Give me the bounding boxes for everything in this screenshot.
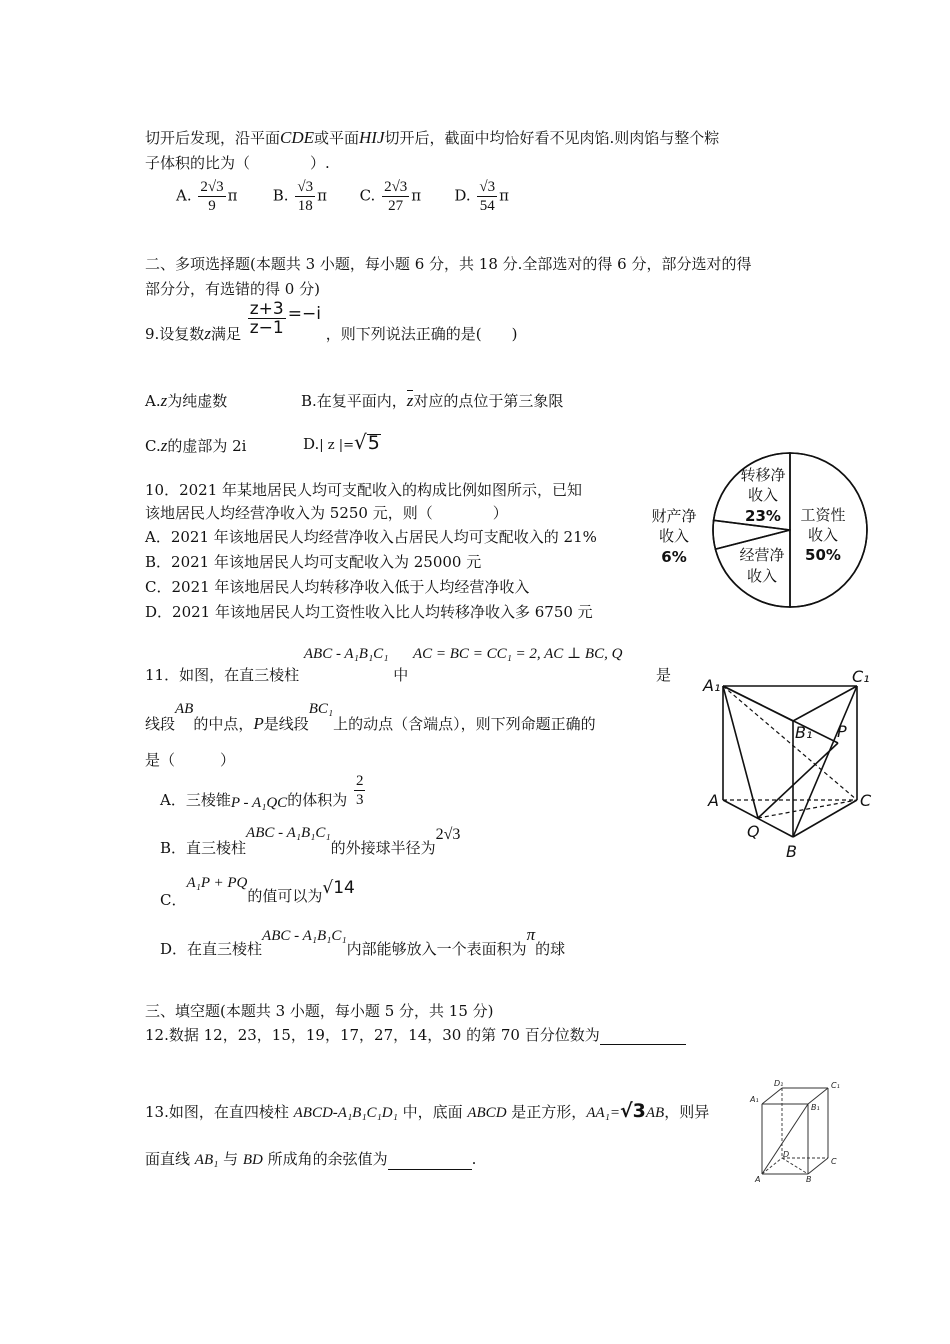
q10-stem-cont: 该地居民人均经营净收入为 5250 元，则（ ） [145, 504, 508, 522]
label-wage-2: 收入 [807, 526, 839, 544]
label-a1: A₁ [750, 1095, 759, 1104]
q9-option-c[interactable]: C.z的虚部为 2i [145, 436, 247, 455]
label-d1: D₁ [774, 1079, 784, 1088]
q8-option-a[interactable]: A. $\frac{2√3}{9}$ π [176, 179, 238, 214]
section2-heading: 二、多项选择题(本题共 3 小题，每小题 6 分，共 18 分.全部选对的得 6 分，部分选对的得 [145, 255, 752, 273]
prism-figure [700, 665, 880, 865]
label-property-1: 财产净 [651, 507, 697, 525]
label-b: B [806, 1175, 812, 1184]
q8-option-c[interactable]: C. $\frac{2√3}{27}$ π [359, 179, 422, 214]
label-b1: B₁ [795, 723, 813, 742]
label-p: P [837, 722, 847, 741]
label-wage-3: 50% [805, 546, 841, 564]
label-a: A [708, 791, 719, 810]
q11-stem: 11．如图，在直三棱柱 ABC - A₁B₁C₁ 中 AC = BC = CC₁ = 2, AC ⊥ BC, Q [145, 646, 623, 684]
q8-option-d[interactable]: D. $\frac{√3}{54}$ π [454, 179, 509, 214]
q11-option-d[interactable]: D．在直三棱柱ABC - A₁B₁C₁内部能够放入一个表面积为π的球 [160, 925, 566, 958]
q13-stem-line2: 面直线 AB₁ 与 BD 所成角的余弦值为 . [145, 1150, 477, 1168]
label-c1: C₁ [831, 1081, 840, 1090]
q9-option-d[interactable]: D.| z |=√5 [303, 430, 380, 454]
q10-stem: 10．2021 年某地居民人均可支配收入的构成比例如图所示，已知 [145, 481, 583, 499]
label-wage-1: 工资性 [800, 506, 846, 524]
q11-option-a[interactable]: A．三棱锥P - A₁QC的体积为 $\frac{2}{3}$ [160, 773, 364, 811]
income-pie-chart [635, 450, 870, 616]
q10-option-b[interactable]: B．2021 年该地居民人均可支配收入为 25000 元 [145, 553, 482, 571]
section2-heading-cont: 部分分，有选错的得 0 分) [145, 280, 320, 298]
q8-line1 [145, 128, 719, 148]
label-c: C [831, 1157, 837, 1166]
label-property-2: 收入 [658, 527, 690, 545]
q8-text: 或平面 [314, 129, 360, 147]
q8-option-b[interactable]: B. $\frac{√3}{18}$ π [272, 179, 327, 214]
q9-option-b[interactable]: B.在复平面内，z对应的点位于第三象限 [301, 391, 564, 410]
q12-answer-blank[interactable] [600, 1026, 686, 1045]
q13-stem: 13.如图，在直四棱柱 ABCD-A₁B₁C₁D₁ 中，底面 ABCD 是正方形，AA₁=√3AB，则异 [145, 1100, 710, 1122]
label-b1: B₁ [811, 1103, 820, 1112]
q12: 12.数据 12，23，15，19，17，27，14，30 的第 70 百分位数为 [145, 1025, 686, 1045]
q8-text: 切开后发现，沿平面 [145, 129, 281, 147]
label-d: D [783, 1150, 790, 1159]
q11-stem-end: 是 [656, 666, 672, 684]
label-b: B [786, 842, 797, 861]
q11-stem-line2: 线段AB的中点，P是线段BC₁上的动点（含端点），则下列命题正确的 [145, 701, 596, 733]
label-a1: A₁ [703, 676, 721, 695]
pie-slices [713, 453, 867, 607]
label-transfer-2: 收入 [747, 486, 779, 504]
q8-text: 切开后，截面中均恰好看不见肉馅.则肉馅与整个粽 [384, 129, 720, 147]
label-a: A [755, 1175, 761, 1184]
q9-option-a[interactable]: A.z为纯虚数 [145, 391, 228, 410]
cuboid-figure [748, 1078, 848, 1186]
q8-options [176, 178, 544, 220]
q9-fraction: $\frac{z+3}{z-1}$ [249, 299, 284, 338]
q10-option-d[interactable]: D．2021 年该地居民人均工资性收入比人均转移净收入多 6750 元 [145, 603, 593, 621]
section3-heading: 三、填空题(本题共 3 小题，每小题 5 分，共 15 分) [145, 1002, 494, 1020]
q10-option-c[interactable]: C．2021 年该地居民人均转移净收入低于人均经营净收入 [145, 578, 530, 596]
plane-hij: HIJ [359, 128, 385, 147]
q8-line2: 子体积的比为（ ）. [145, 154, 330, 172]
label-transfer-1: 转移净 [740, 466, 786, 484]
label-property-3: 6% [661, 548, 687, 566]
q11-option-c[interactable]: C．A₁P + PQ的值可以为√14 [160, 875, 355, 909]
q11-stem-line3: 是（ ） [145, 751, 236, 769]
label-c1: C₁ [852, 667, 870, 686]
label-business-2: 收入 [746, 567, 778, 585]
label-business-1: 经营净 [739, 546, 785, 564]
q11-option-b[interactable]: B．直三棱柱ABC - A₁B₁C₁的外接球半径为2√3 [160, 825, 461, 857]
q10-option-a[interactable]: A．2021 年该地居民人均经营净收入占居民人均可支配收入的 21% [145, 528, 597, 546]
q13-answer-blank[interactable] [388, 1151, 472, 1170]
label-c: C [860, 791, 872, 810]
q9-stem: 9.设复数z满足 $\frac{z+3}{z-1}$ =−i ，则下列说法正确的是( ) [145, 299, 518, 343]
plane-cde: CDE [280, 128, 315, 147]
var-z: z [204, 323, 211, 343]
label-q: Q [747, 822, 760, 841]
label-transfer-3: 23% [745, 507, 781, 525]
